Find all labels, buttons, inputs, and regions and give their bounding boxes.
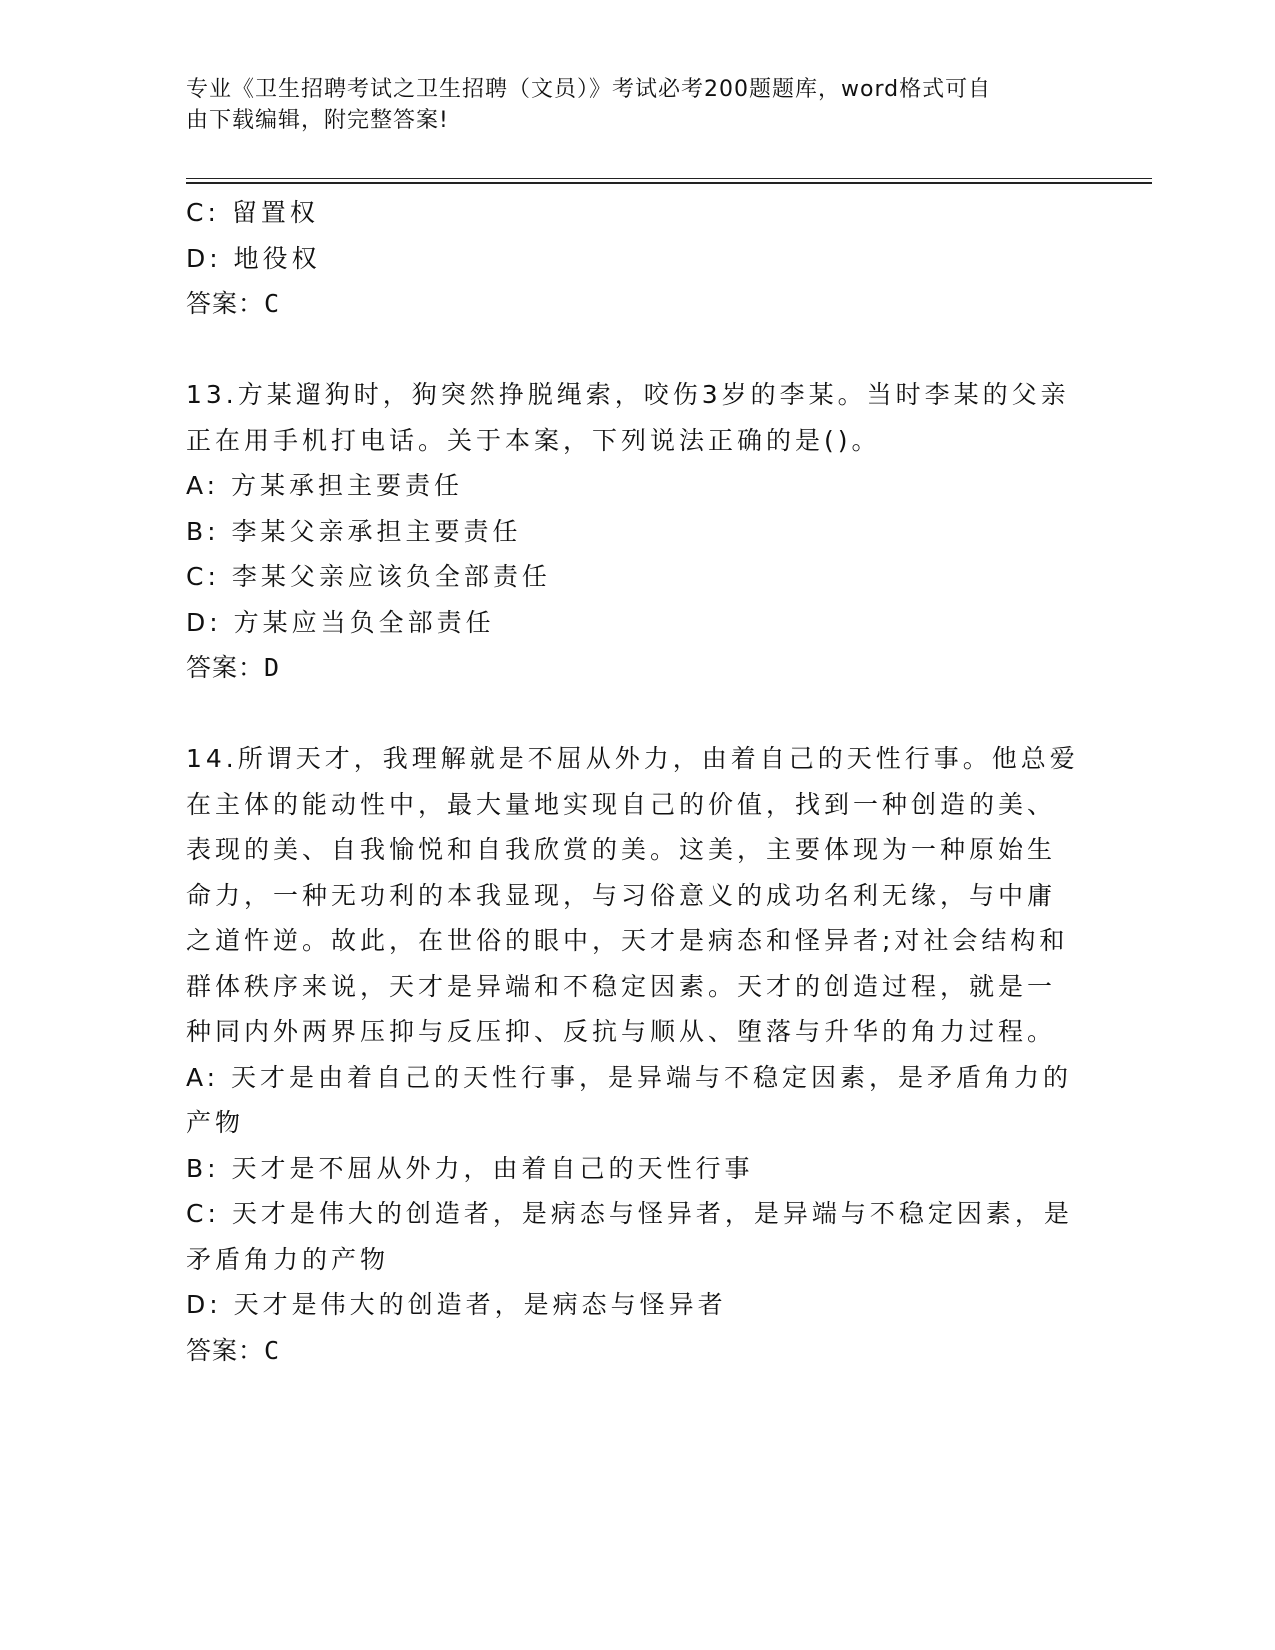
option-a: A: 方某承担主要责任 [186,471,464,500]
header-divider-thin [186,178,1152,179]
question-12-tail [186,190,1086,327]
answer: 答案：C [186,1335,281,1365]
question-stem: 正在用手机打电话。关于本案，下列说法正确的是()。 [186,425,881,455]
question-stem: 种同内外两界压抑与反压抑、反抗与顺从、堕落与升华的角力过程。 [186,1017,1057,1046]
question-14 [186,736,1086,1373]
option-a: A: 天才是由着自己的天性行事，是异端与不稳定因素，是矛盾角力的 [186,1062,1073,1092]
answer: 答案：D [186,653,281,682]
question-stem: 在主体的能动性中，最大量地实现自己的价值，找到一种创造的美、 [186,789,1057,819]
option-c-continued: 矛盾角力的产物 [186,1244,390,1274]
header-line-1: 专业《卫生招聘考试之卫生招聘（文员）》考试必考200题题库，word格式可自 [186,77,992,102]
question-stem: 13.方某遛狗时，狗突然挣脱绳索，咬伤3岁的李某。当时李某的父亲 [186,380,1070,409]
question-stem: 14.所谓天才，我理解就是不屈从外力，由着自己的天性行事。他总爱 [186,744,1079,773]
option-b: B: 天才是不屈从外力，由着自己的天性行事 [186,1153,754,1183]
document-body [186,190,1086,1419]
question-stem: 表现的美、自我愉悦和自我欣赏的美。这美，主要体现为一种原始生 [186,835,1057,864]
document-header [186,74,1086,136]
option-d: D: 方某应当负全部责任 [186,607,495,637]
option-d: D: 天才是伟大的创造者，是病态与怪异者 [186,1290,727,1319]
header-divider-thick [186,182,1152,184]
question-stem: 命力，一种无功利的本我显现，与习俗意义的成功名利无缘，与中庸 [186,880,1057,910]
question-13 [186,372,1086,691]
option-c: C: 李某父亲应该负全部责任 [186,562,551,591]
option-c: C: 留置权 [186,198,319,227]
header-line-2: 由下载编辑，附完整答案! [186,108,449,133]
answer: 答案：C [186,289,281,318]
option-c: C: 天才是伟大的创造者，是病态与怪异者，是异端与不稳定因素，是 [186,1199,1073,1228]
question-stem: 群体秩序来说，天才是异端和不稳定因素。天才的创造过程，就是一 [186,971,1057,1001]
option-a-continued: 产物 [186,1108,245,1137]
question-stem: 之道忤逆。故此，在世俗的眼中，天才是病态和怪异者;对社会结构和 [186,926,1069,955]
option-d: D: 地役权 [186,243,321,273]
option-b: B: 李某父亲承担主要责任 [186,516,522,546]
